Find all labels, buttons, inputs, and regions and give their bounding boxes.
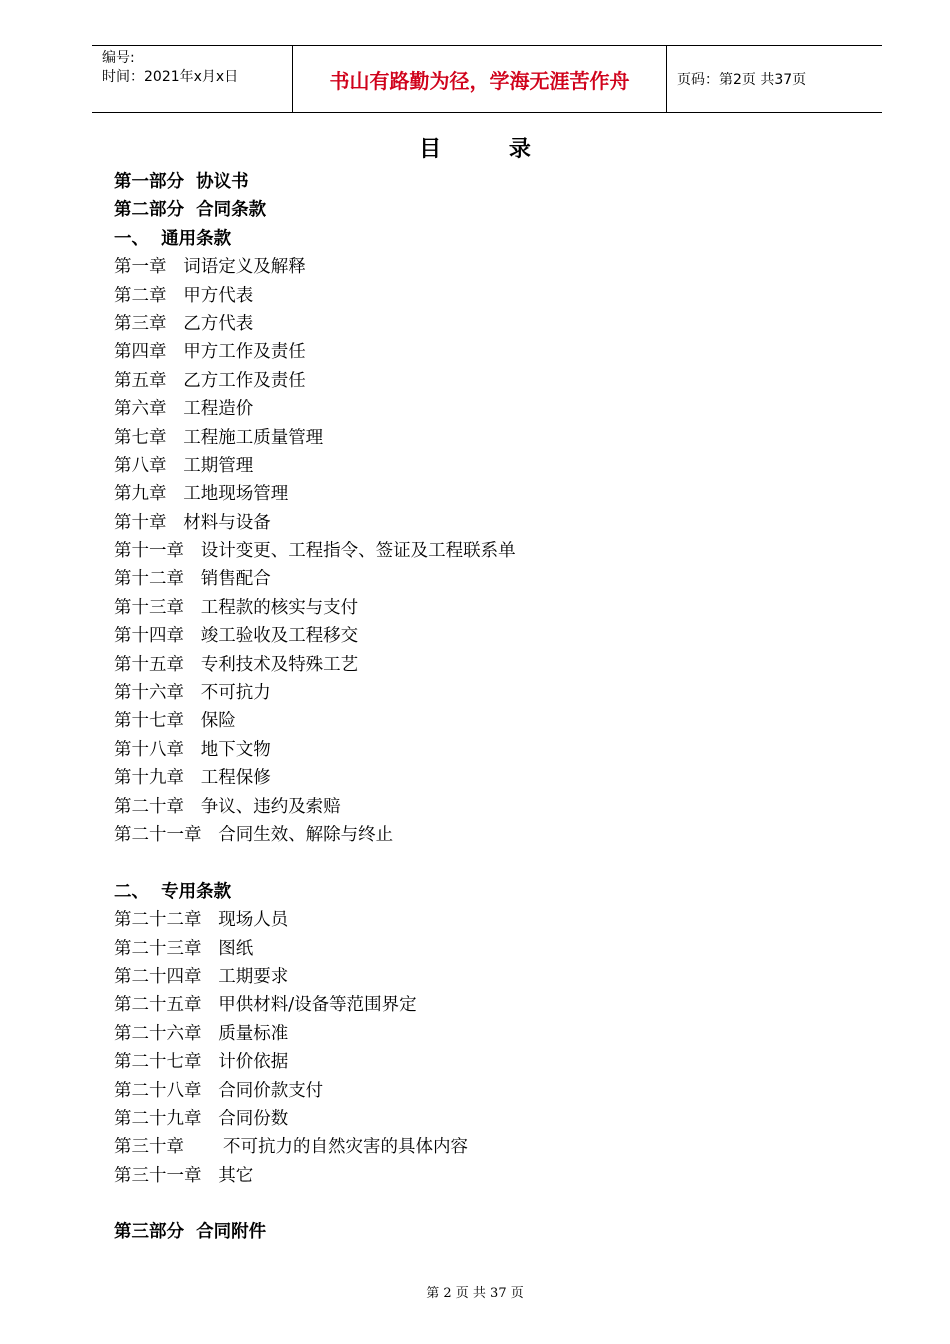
toc-chapter-entry: 第二十章 争议、违约及索赔	[114, 796, 341, 817]
document-number-label: 编号:	[102, 50, 135, 66]
toc-spacer	[114, 849, 814, 877]
toc-chapter-entry: 第二十六章 质量标准	[114, 1023, 289, 1044]
toc-section-heading: 二、 专用条款	[114, 881, 232, 902]
header-page-info: 页码：第2页 共37页	[677, 72, 807, 88]
toc-chapter-entry: 第十七章 保险	[114, 711, 236, 732]
toc-chapter-entry: 第二十五章 甲供材料/设备等范围界定	[114, 995, 417, 1016]
toc-chapter-entry: 第三十一章 其它	[114, 1165, 254, 1186]
toc-chapter-entry: 第二十九章 合同份数	[114, 1108, 289, 1129]
toc-section-heading: 第一部分 协议书	[114, 172, 249, 192]
toc-spacer	[114, 1190, 814, 1218]
toc-chapter-entry: 第一章 词语定义及解释	[114, 257, 306, 278]
toc-chapter-entry: 第六章 工程造价	[114, 399, 254, 420]
toc-chapter-entry: 第十四章 竣工验收及工程移交	[114, 626, 359, 647]
header-meta	[92, 46, 293, 112]
toc-chapter-entry: 第二十七章 计价依据	[114, 1052, 289, 1073]
table-of-contents	[114, 168, 814, 1247]
toc-chapter-entry: 第三十章 不可抗力的自然灾害的具体内容	[114, 1137, 468, 1158]
toc-chapter-entry: 第十章 材料与设备	[114, 512, 271, 533]
toc-chapter-entry: 第五章 乙方工作及责任	[114, 370, 306, 391]
toc-chapter-entry: 第二章 甲方代表	[114, 285, 254, 306]
page-footer: 第 2 页 共 37 页	[426, 1286, 524, 1301]
toc-chapter-entry: 第三章 乙方代表	[114, 313, 254, 334]
toc-chapter-entry: 第十九章 工程保修	[114, 768, 271, 789]
toc-chapter-entry: 第十六章 不可抗力	[114, 683, 271, 704]
page-header	[92, 45, 882, 113]
toc-chapter-entry: 第二十八章 合同价款支付	[114, 1080, 324, 1101]
toc-chapter-entry: 第九章 工地现场管理	[114, 484, 289, 505]
toc-chapter-entry: 第二十二章 现场人员	[114, 910, 289, 931]
document-time-label: 时间：2021年x月x日	[102, 69, 239, 85]
toc-chapter-entry: 第七章 工程施工质量管理	[114, 427, 324, 448]
page-title: 目 录	[419, 137, 561, 162]
toc-chapter-entry: 第十二章 销售配合	[114, 569, 271, 590]
toc-chapter-entry: 第二十四章 工期要求	[114, 966, 289, 987]
header-slogan: 书山有路勤为径，学海无涯苦作舟	[293, 46, 667, 112]
toc-section-heading: 第三部分 合同附件	[114, 1222, 267, 1243]
toc-section-heading: 一、 通用条款	[114, 228, 232, 249]
toc-chapter-entry: 第二十三章 图纸	[114, 938, 254, 959]
toc-chapter-entry: 第十五章 专利技术及特殊工艺	[114, 654, 359, 675]
toc-chapter-entry: 第十三章 工程款的核实与支付	[114, 597, 359, 618]
toc-chapter-entry: 第八章 工期管理	[114, 455, 254, 476]
toc-chapter-entry: 第十八章 地下文物	[114, 739, 271, 760]
toc-chapter-entry: 第十一章 设计变更、工程指令、签证及工程联系单	[114, 541, 516, 562]
toc-section-heading: 第二部分 合同条款	[114, 200, 267, 221]
toc-chapter-entry: 第二十一章 合同生效、解除与终止	[114, 824, 394, 845]
toc-chapter-entry: 第四章 甲方工作及责任	[114, 342, 306, 363]
